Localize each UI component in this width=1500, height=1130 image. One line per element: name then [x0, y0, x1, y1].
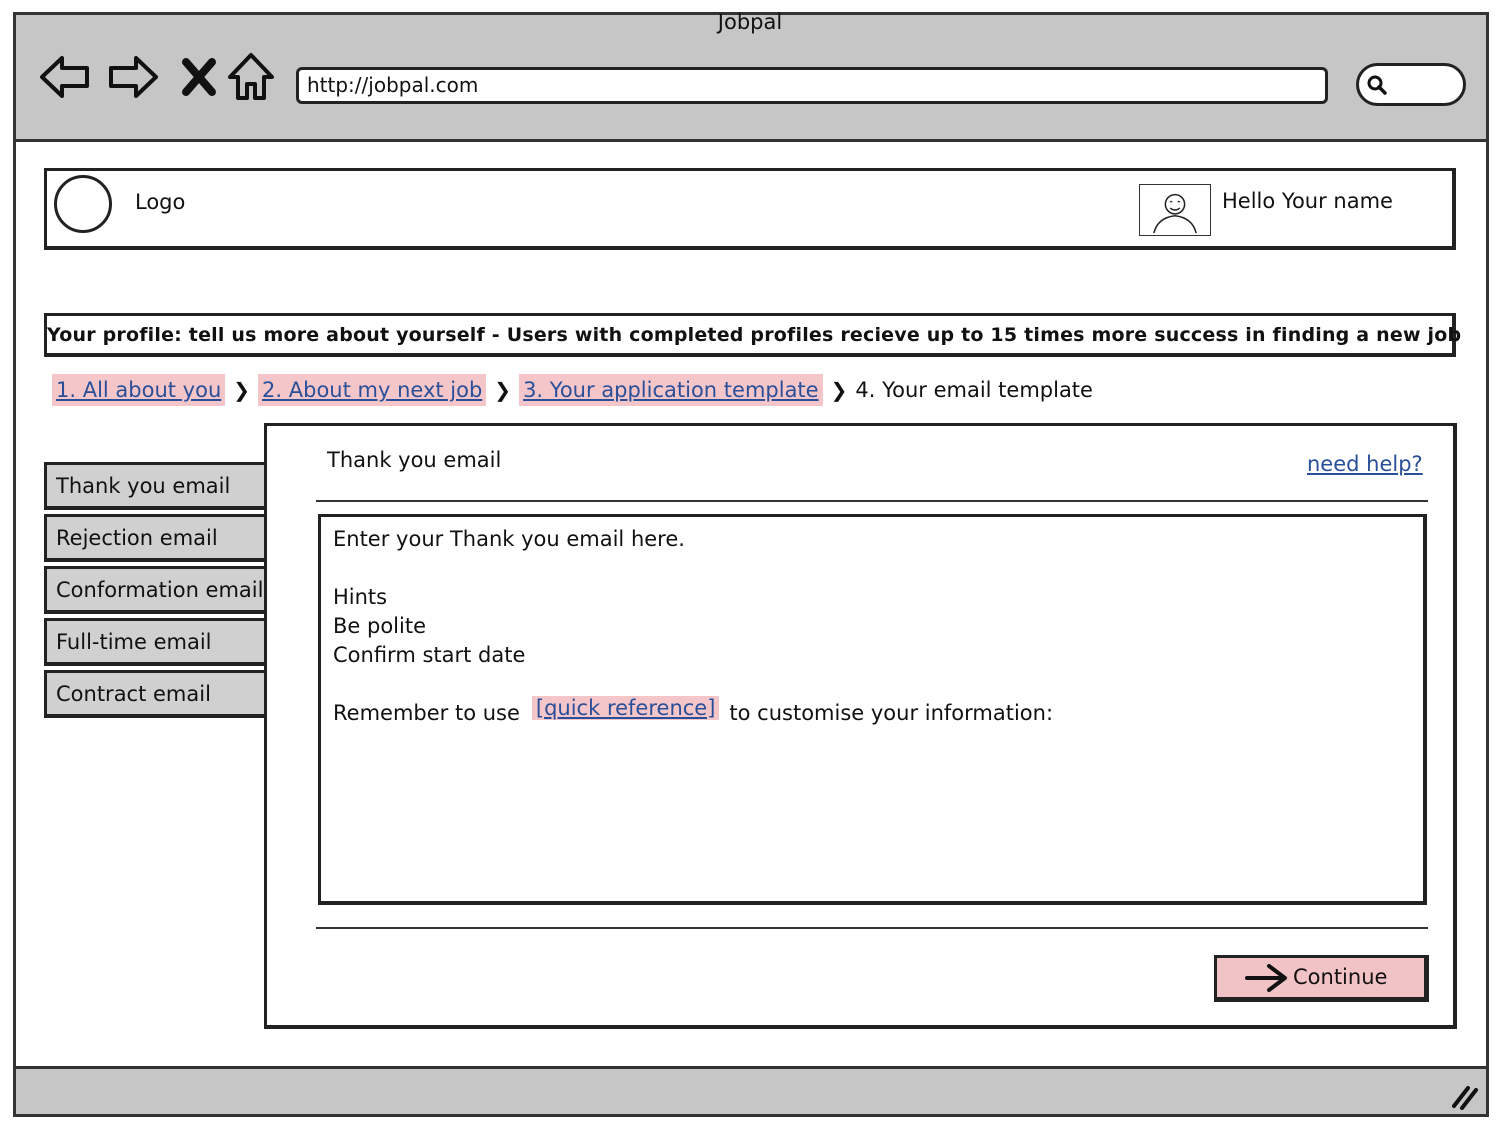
remember-line: [333, 696, 1411, 728]
divider: [316, 500, 1428, 502]
quick-reference-link[interactable]: [quick reference]: [532, 696, 720, 720]
editor-placeholder: Enter your Thank you email here.: [333, 527, 685, 551]
tab-full-time-email[interactable]: Full-time email: [44, 618, 266, 666]
breadcrumb-step-2[interactable]: 2. About my next job: [258, 374, 486, 406]
search-icon: [1365, 73, 1389, 97]
tab-rejection-email[interactable]: Rejection email: [44, 514, 266, 562]
chevron-right-icon: ❯: [830, 378, 848, 402]
window-title: Jobpal: [717, 10, 783, 34]
home-icon[interactable]: [224, 50, 278, 104]
back-arrow-icon[interactable]: [38, 50, 92, 104]
tab-conformation-email[interactable]: Conformation email: [44, 566, 266, 614]
breadcrumb-step-4: 4. Your email template: [855, 378, 1093, 402]
continue-label: Continue: [1293, 965, 1388, 989]
logo-label: Logo: [135, 190, 186, 214]
remember-suffix: to customise your information:: [729, 701, 1054, 725]
need-help-link[interactable]: need help?: [1307, 452, 1423, 476]
avatar[interactable]: [1139, 184, 1211, 236]
chevron-right-icon: ❯: [494, 378, 512, 402]
logo: [54, 175, 112, 233]
arrow-right-icon: [1245, 963, 1289, 993]
breadcrumb: [52, 374, 1093, 406]
close-icon[interactable]: [172, 50, 226, 104]
hint-item: Confirm start date: [333, 643, 526, 667]
tab-contract-email[interactable]: Contract email: [44, 670, 266, 718]
tab-thank-you-email[interactable]: Thank you email: [44, 462, 266, 510]
breadcrumb-step-3[interactable]: 3. Your application template: [519, 374, 823, 406]
browser-statusbar: [16, 1066, 1486, 1114]
chevron-right-icon: ❯: [233, 378, 251, 402]
forward-arrow-icon[interactable]: [106, 50, 160, 104]
breadcrumb-step-1[interactable]: 1. All about you: [52, 374, 225, 406]
divider: [316, 927, 1428, 929]
resize-grip-icon[interactable]: [1448, 1082, 1480, 1110]
user-greeting: Hello Your name: [1222, 189, 1393, 213]
continue-button[interactable]: [1214, 955, 1429, 1002]
email-editor[interactable]: [318, 514, 1427, 905]
remember-prefix: Remember to use: [333, 701, 520, 725]
search-input[interactable]: [1356, 63, 1466, 106]
hints-heading: Hints: [333, 585, 388, 609]
address-bar[interactable]: http://jobpal.com: [296, 67, 1328, 104]
panel-title: Thank you email: [327, 448, 502, 472]
hint-item: Be polite: [333, 614, 427, 638]
profile-banner: Your profile: tell us more about yourself - Users with completed profiles recieve up to 15 times more success in finding a new job: [44, 313, 1456, 357]
